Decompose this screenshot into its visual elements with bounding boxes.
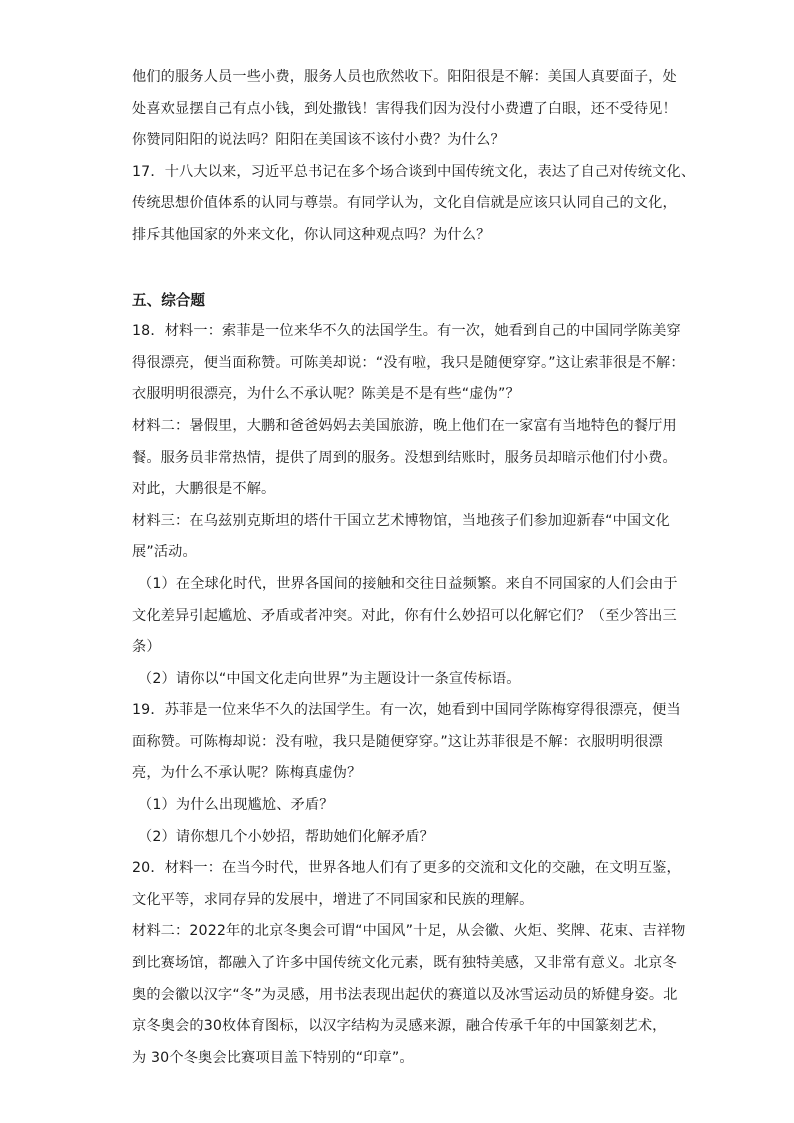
- text-line: 传统思想价值体系的认同与尊崇。有同学认为，文化自信就是应该只认同自己的文化，: [132, 195, 677, 212]
- text-line: 排斥其他国家的外来文化，你认同这种观点吗？为什么？: [132, 226, 491, 243]
- text-line: 条）: [132, 639, 161, 656]
- sub-question-1: （1）为什么出现尴尬、矛盾？: [138, 797, 334, 814]
- material-three: 材料三：在乌兹别克斯坦的塔什干国立艺术博物馆，当地孩子们参加迎新春“中国文化: [132, 512, 670, 529]
- text-line: 对此，大鹏很是不解。: [132, 481, 276, 498]
- material-two: 材料二：2022年的北京冬奥会可谓“中国风”十足，从会徽、火炬、奖牌、花束、吉祥物: [132, 923, 686, 940]
- text-line: 奥的会徽以汉字“冬”为灵感，用书法表现出起伏的赛道以及冰雪运动员的矫健身姿。北: [132, 986, 678, 1003]
- text-line: 他们的服务人员一些小费，服务人员也欣然收下。阳阳很是不解：美国人真要面子，处: [132, 69, 677, 85]
- question-20: 20．材料一：在当今时代，世界各地人们有了更多的交流和文化的交融，在文明互鉴，: [132, 860, 681, 877]
- question-18: 18．材料一：索菲是一位来华不久的法国学生。有一次，她看到自己的中国同学陈美穿: [132, 323, 681, 340]
- text-line: 衣服明明很漂亮，为什么不承认呢？陈美是不是有些“虚伪”？: [132, 386, 520, 403]
- text-line: 餐。服务员非常热情，提供了周到的服务。没想到结账时，服务员却暗示他们付小费。: [132, 449, 677, 466]
- text-line: 文化平等，求同存异的发展中，增进了不同国家和民族的理解。: [132, 891, 534, 908]
- text-line: 文化差异引起尴尬、矛盾或者冲突。对此，你有什么妙招可以化解它们？（至少答出三: [132, 607, 677, 624]
- material-two: 材料二：暑假里，大鹏和爸爸妈妈去美国旅游，晚上他们在一家富有当地特色的餐厅用: [132, 417, 677, 434]
- text-line: 得很漂亮，便当面称赞。可陈美却说：“没有啦，我只是随便穿穿。”这让索菲很是不解：: [132, 354, 685, 371]
- question-19: 19．苏菲是一位来华不久的法国学生。有一次，她看到中国同学陈梅穿得很漂亮，便当: [132, 702, 681, 719]
- text-line: 处喜欢显摆自己有点小钱，到处撒钱！害得我们因为没付小费遭了白眼，还不受待见！: [132, 100, 677, 117]
- question-17: 17．十八大以来，习近平总书记在多个场合谈到中国传统文化，表达了自己对传统文化、: [132, 163, 696, 180]
- document-body: [132, 62, 696, 1074]
- text-line: 京冬奥会的30枚体育图标，以汉字结构为灵感来源，融合传承千年的中国篆刻艺术，: [132, 1018, 667, 1035]
- sub-question-2: （2）请你以“中国文化走向世界”为主题设计一条宣传标语。: [138, 670, 521, 687]
- sub-question-2: （2）请你想几个小妙招，帮助她们化解矛盾？: [138, 828, 434, 845]
- section-spacer: [132, 252, 672, 285]
- text-line: 亮，为什么不承认呢？陈梅真虚伪？: [132, 765, 362, 782]
- text-line: 面称赞。可陈梅却说：没有啦，我只是随便穿穿。”这让苏菲很是不解：衣服明明很漂: [132, 733, 663, 750]
- text-line: 你赞同阳阳的说法吗？阳阳在美国该不该付小费？为什么？: [132, 132, 505, 149]
- text-line: 展”活动。: [132, 544, 197, 561]
- text-line: 为 30个冬奥会比赛项目盖下特别的“印章”。: [132, 1049, 414, 1066]
- section-heading: 五、综合题: [132, 291, 205, 309]
- sub-question-1: （1）在全球化时代，世界各国间的接触和交往日益频繁。来自不同国家的人们会由于: [138, 575, 678, 592]
- text-line: 到比赛场馆，都融入了许多中国传统文化元素，既有独特美感，又非常有意义。北京冬: [132, 955, 677, 972]
